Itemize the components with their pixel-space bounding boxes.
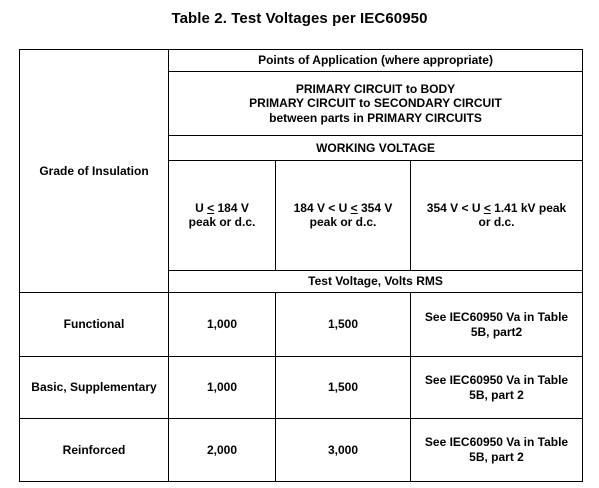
reference-line-2: 5B, part 2 <box>469 449 524 464</box>
voltage-range-2-suffix: 354 V <box>357 200 393 215</box>
grade-of-insulation-header <box>20 50 169 293</box>
voltage-cell-2: 3,000 <box>276 418 411 481</box>
voltage-range-1-line1 <box>175 201 269 216</box>
voltage-range-1-suffix: 184 V <box>214 200 249 215</box>
voltage-cell-2: 1,500 <box>276 357 411 418</box>
voltage-range-3-suffix: 1.41 kV peak <box>490 200 567 215</box>
voltage-range-3-line2: or d.c. <box>478 215 515 230</box>
voltage-range-1 <box>169 160 276 271</box>
voltage-cell-2: 1,500 <box>276 293 411 357</box>
voltage-range-3 <box>411 160 583 271</box>
circuits-header <box>169 72 583 136</box>
reference-line-2: 5B, part2 <box>470 324 523 339</box>
voltage-cell-1: 1,000 <box>169 293 276 357</box>
circuit-line-2: PRIMARY CIRCUIT to SECONDARY CIRCUIT <box>249 96 502 111</box>
circuit-line-1: PRIMARY CIRCUIT to BODY <box>295 81 456 96</box>
voltage-cell-1: 1,000 <box>169 357 276 418</box>
test-voltage-table <box>19 49 583 482</box>
voltage-range-2-line1 <box>282 201 404 216</box>
voltage-cell-3 <box>411 418 583 481</box>
reference-line-1: See IEC60950 Va in Table <box>424 373 569 388</box>
test-voltage-header <box>169 271 583 293</box>
voltage-cell-3 <box>411 357 583 418</box>
table-row <box>20 357 583 418</box>
reference-line-2: 5B, part 2 <box>469 387 524 402</box>
voltage-range-2 <box>276 160 411 271</box>
voltage-cell-1: 2,000 <box>169 418 276 481</box>
voltage-range-3-line1 <box>417 201 576 216</box>
less-equal-symbol: < <box>207 200 215 215</box>
voltage-range-3-prefix: 354 V < U <box>426 200 484 215</box>
reference-line-1: See IEC60950 Va in Table <box>424 435 569 450</box>
voltage-range-2-prefix: 184 V < U <box>293 200 351 215</box>
grade-of-insulation-label: Grade of Insulation <box>39 163 149 178</box>
reference-line-1: See IEC60950 Va in Table <box>424 310 569 325</box>
voltage-cell-3 <box>411 293 583 357</box>
working-voltage-header <box>169 136 583 160</box>
working-voltage-label: WORKING VOLTAGE <box>316 140 435 155</box>
points-of-application-label: Points of Application (where appropriate) <box>258 53 493 68</box>
voltage-range-1-prefix: U <box>195 200 208 215</box>
table-row <box>20 418 583 481</box>
table-title: Table 2. Test Voltages per IEC60950 <box>171 10 428 27</box>
table-row <box>20 293 583 357</box>
circuit-line-3: between parts in PRIMARY CIRCUITS <box>269 110 482 125</box>
points-of-application-header <box>169 50 583 72</box>
header-row-points <box>20 50 583 72</box>
grade-cell: Basic, Supplementary <box>20 357 169 418</box>
less-equal-symbol: < <box>483 200 491 215</box>
voltage-range-1-line2: peak or d.c. <box>188 215 256 230</box>
less-equal-symbol: < <box>350 200 358 215</box>
grade-cell: Reinforced <box>20 418 169 481</box>
grade-cell: Functional <box>20 293 169 357</box>
voltage-range-2-line2: peak or d.c. <box>309 215 377 230</box>
test-voltage-label: Test Voltage, Volts RMS <box>308 274 443 289</box>
